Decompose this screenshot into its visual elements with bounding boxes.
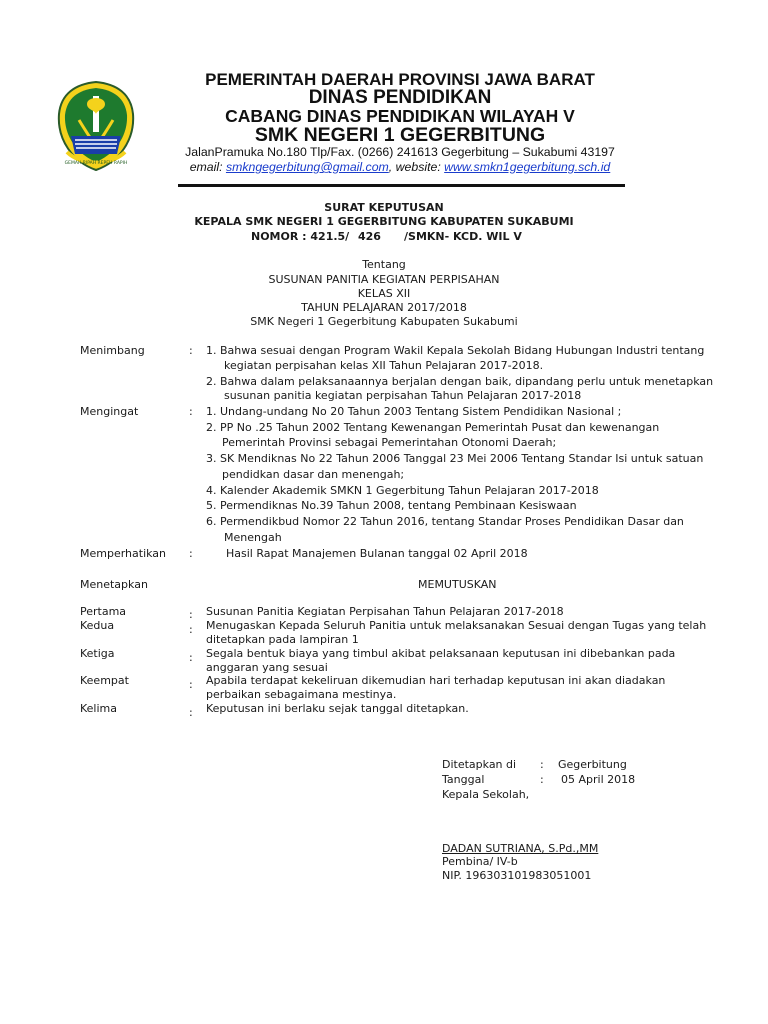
kedua-label: Kedua — [80, 619, 115, 632]
pertama-label: Pertama — [80, 605, 127, 618]
tanggal-value: 05 April 2018 — [561, 773, 636, 786]
header-divider — [178, 184, 625, 187]
mengingat-item-5: 5. Permendiknas No.39 Tahun 2008, tentang Pembinaan Kesiswaan — [206, 499, 577, 512]
menimbang-item-2-cont: susunan panitia kegiatan perpisahan Tahun Pelajaran 2017-2018 — [224, 389, 582, 402]
doc-number: 426 — [358, 230, 381, 243]
ketiga-text: Segala bentuk biaya yang timbul akibat pelaksanaan keputusan ini dibebankan pada — [206, 647, 676, 660]
mengingat-item-3: 3. SK Mendiknas No 22 Tahun 2006 Tanggal 23 Mei 2006 Tentang Standar Isi untuk satuan — [206, 452, 704, 465]
mengingat-item-1: 1. Undang-undang No 20 Tahun 2003 Tentang Sistem Pendidikan Nasional ; — [206, 405, 622, 418]
doc-number-label: NOMOR : 421.5/ — [251, 230, 350, 243]
header-school-name: SMK NEGERI 1 GEGERBITUNG — [254, 124, 546, 146]
menimbang-item-1-cont: kegiatan perpisahan kelas XII Tahun Pelajaran 2017-2018. — [224, 359, 544, 372]
kelima-text: Keputusan ini berlaku sejak tanggal ditetapkan. — [206, 702, 469, 715]
colon: : — [189, 623, 193, 636]
ketiga-label: Ketiga — [80, 647, 115, 660]
header-province: PEMERINTAH DAERAH PROVINSI JAWA BARAT — [205, 70, 595, 89]
mengingat-item-2-cont: Pemerintah Provinsi sebagai Pemerintahan Otonomi Daerah; — [222, 436, 557, 449]
subject-line-3: TAHUN PELAJARAN 2017/2018 — [301, 301, 467, 314]
header-branch: CABANG DINAS PENDIDIKAN WILAYAH V — [225, 106, 575, 126]
mengingat-item-6: 6. Permendikbud Nomor 22 Tahun 2016, tentang Standar Proses Pendidikan Dasar dan — [206, 515, 684, 528]
jawa-barat-emblem-logo — [57, 80, 135, 172]
colon: : — [189, 547, 193, 560]
mengingat-item-6-cont: Menengah — [224, 531, 282, 544]
menetapkan-label: Menetapkan — [80, 578, 148, 591]
signatory-title: Kepala Sekolah, — [442, 788, 530, 801]
mengingat-item-2: 2. PP No .25 Tahun 2002 Tentang Kewenangan Pemerintah Pusat dan kewenangan — [206, 421, 660, 434]
email-prefix: email: — [189, 160, 226, 174]
mengingat-item-4: 4. Kalender Akademik SMKN 1 Gegerbitung Tahun Pelajaran 2017-2018 — [206, 484, 599, 497]
subject-line-2: KELAS XII — [357, 287, 411, 300]
signatory-name: DADAN SUTRIANA, S.Pd.,MM — [442, 842, 599, 855]
colon: : — [540, 773, 544, 786]
tanggal-label: Tanggal — [442, 773, 485, 786]
website-prefix: , website: — [388, 160, 445, 174]
colon: : — [189, 678, 193, 691]
colon: : — [189, 608, 193, 621]
ketiga-text-cont: anggaran yang sesuai — [206, 661, 328, 674]
memutuskan-heading: MEMUTUSKAN — [418, 578, 497, 591]
colon: : — [189, 651, 193, 664]
memperhatikan-label: Memperhatikan — [80, 547, 167, 560]
website-link[interactable]: www.smkn1gegerbitung.sch.id — [444, 160, 611, 174]
signatory-rank: Pembina/ IV-b — [442, 855, 518, 868]
colon: : — [540, 758, 544, 771]
header-address: JalanPramuka No.180 Tlp/Fax. (0266) 241613 Gegerbitung – Sukabumi 43197 — [185, 145, 615, 159]
keempat-label: Keempat — [80, 674, 129, 687]
subject-line-1: SUSUNAN PANITIA KEGIATAN PERPISAHAN — [268, 273, 500, 286]
memperhatikan-text: Hasil Rapat Manajemen Bulanan tanggal 02 April 2018 — [226, 547, 528, 560]
doc-number-suffix: /SMKN- KCD. WIL V — [404, 230, 522, 243]
email-link[interactable]: smkngegerbitung@gmail.com — [225, 160, 389, 174]
kelima-label: Kelima — [80, 702, 118, 715]
mengingat-item-3-cont: pendidkan dasar dan menengah; — [222, 468, 405, 481]
colon: : — [189, 706, 193, 719]
header-agency: DINAS PENDIDIKAN — [308, 87, 492, 108]
signatory-nip: NIP. 196303101983051001 — [442, 869, 592, 882]
ditetapkan-label: Ditetapkan di — [442, 758, 517, 771]
keempat-text-cont: perbaikan sebagaimana mestinya. — [206, 688, 397, 701]
header-contact — [140, 161, 660, 173]
keempat-text: Apabila terdapat kekeliruan dikemudian hari terhadap keputusan ini akan diadakan — [206, 674, 666, 687]
ditetapkan-value: Gegerbitung — [558, 758, 627, 771]
mengingat-label: Mengingat — [80, 405, 139, 418]
svg-text:GEMAH RIPAH REPEH RAPIH: GEMAH RIPAH REPEH RAPIH — [64, 161, 128, 166]
kedua-text: Menugaskan Kepada Seluruh Panitia untuk melaksanakan Sesuai dengan Tugas yang telah — [206, 619, 707, 632]
doc-title-issuer: KEPALA SMK NEGERI 1 GEGERBITUNG KABUPATEN SUKABUMI — [194, 215, 574, 228]
colon: : — [189, 405, 193, 418]
subject-line-4: SMK Negeri 1 Gegerbitung Kabupaten Sukabumi — [250, 315, 518, 328]
menimbang-label: Menimbang — [80, 344, 145, 357]
tentang-label: Tentang — [362, 258, 406, 271]
pertama-text: Susunan Panitia Kegiatan Perpisahan Tahun Pelajaran 2017-2018 — [206, 605, 564, 618]
doc-title: SURAT KEPUTUSAN — [324, 201, 444, 214]
menimbang-item-2: 2. Bahwa dalam pelaksanaannya berjalan dengan baik, dipandang perlu untuk menetapkan — [206, 375, 714, 388]
menimbang-item-1: 1. Bahwa sesuai dengan Program Wakil Kepala Sekolah Bidang Hubungan Industri tentang — [206, 344, 705, 357]
colon: : — [189, 344, 193, 357]
kedua-text-cont: ditetapkan pada lampiran 1 — [206, 633, 359, 646]
